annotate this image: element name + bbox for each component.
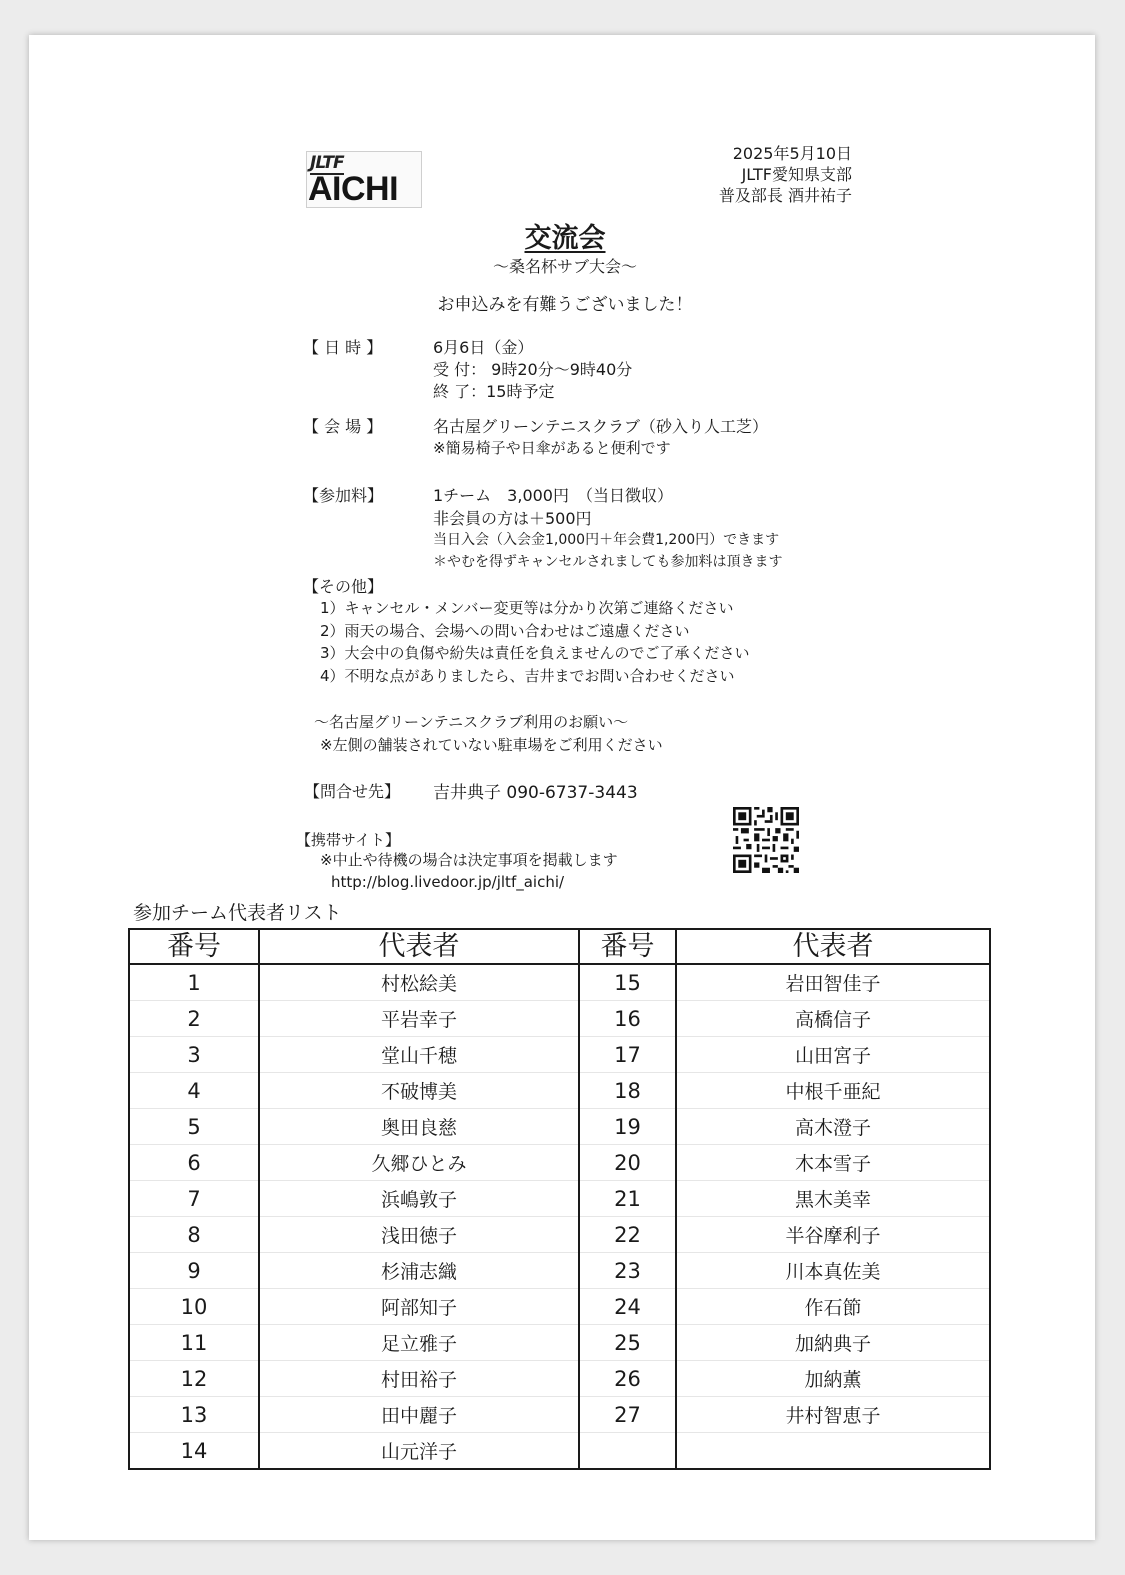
table-row xyxy=(129,1145,990,1181)
representative-name: 木本雪子 xyxy=(676,1145,990,1181)
contact-value: 吉井典子 090-6737-3443 xyxy=(433,783,638,803)
qr-code-icon xyxy=(731,807,801,873)
table-row xyxy=(129,1361,990,1397)
entry-number xyxy=(579,1433,676,1470)
representative-name: 平岩幸子 xyxy=(259,1001,579,1037)
other-label: 【その他】 xyxy=(303,577,384,596)
other-item: 3）大会中の負傷や紛失は責任を負えませんのでご了承ください xyxy=(320,644,750,662)
entry-number: 17 xyxy=(579,1037,676,1073)
header-org: JLTF愛知県支部 xyxy=(741,165,852,184)
fee-line: 1チーム 3,000円 （当日徴収） xyxy=(433,486,673,505)
representative-name: 山元洋子 xyxy=(259,1433,579,1470)
representative-name: 不破博美 xyxy=(259,1073,579,1109)
entry-number: 10 xyxy=(129,1289,259,1325)
representative-name: 村松絵美 xyxy=(259,964,579,1001)
table-row xyxy=(129,1397,990,1433)
entry-number: 19 xyxy=(579,1109,676,1145)
entry-number: 14 xyxy=(129,1433,259,1470)
mobile-site-note: ※中止や待機の場合は決定事項を掲載します xyxy=(320,851,618,869)
entry-number: 21 xyxy=(579,1181,676,1217)
datetime-line: 終 了：15時予定 xyxy=(433,382,555,401)
representative-name: 久郷ひとみ xyxy=(259,1145,579,1181)
representative-name: 足立雅子 xyxy=(259,1325,579,1361)
entry-number: 4 xyxy=(129,1073,259,1109)
representatives-table xyxy=(128,928,991,1470)
table-row xyxy=(129,1325,990,1361)
venue-note: ※簡易椅子や日傘があると便利です xyxy=(433,439,671,457)
logo-jltf-text: JLTF xyxy=(310,153,344,173)
entry-number: 20 xyxy=(579,1145,676,1181)
representative-name: 加納薫 xyxy=(676,1361,990,1397)
datetime-line: 受 付： 9時20分～9時40分 xyxy=(433,360,633,379)
entry-number: 12 xyxy=(129,1361,259,1397)
table-row xyxy=(129,1433,990,1470)
representative-name: 山田宮子 xyxy=(676,1037,990,1073)
venue-name: 名古屋グリーンテニスクラブ（砂入り人工芝） xyxy=(433,417,769,436)
entry-number: 13 xyxy=(129,1397,259,1433)
representative-name: 岩田智佳子 xyxy=(676,964,990,1001)
datetime-line: 6月6日（金） xyxy=(433,338,534,357)
entry-number: 2 xyxy=(129,1001,259,1037)
table-row xyxy=(129,1109,990,1145)
thanks-message: お申込みを有難うございました！ xyxy=(437,295,693,315)
table-body xyxy=(129,964,990,1469)
other-item: 2）雨天の場合、会場への問い合わせはご遠慮ください xyxy=(320,622,690,640)
representative-name: 加納典子 xyxy=(676,1325,990,1361)
table-row xyxy=(129,1073,990,1109)
representative-name: 作石節 xyxy=(676,1289,990,1325)
page-title xyxy=(0,216,1125,255)
representative-name: 中根千亜紀 xyxy=(676,1073,990,1109)
table-row xyxy=(129,964,990,1001)
representative-name xyxy=(676,1433,990,1470)
other-item: 1）キャンセル・メンバー変更等は分かり次第ご連絡ください xyxy=(320,599,734,617)
table-header-row xyxy=(129,929,990,964)
contact-label: 【問合せ先】 xyxy=(304,782,401,801)
entry-number: 25 xyxy=(579,1325,676,1361)
club-request-title: ～名古屋グリーンテニスクラブ利用のお願い～ xyxy=(314,713,629,731)
page-subtitle: ～桑名杯サブ大会～ xyxy=(492,257,637,276)
entry-number: 27 xyxy=(579,1397,676,1433)
table-row xyxy=(129,1181,990,1217)
fee-label: 【参加料】 xyxy=(303,486,384,505)
entry-number: 18 xyxy=(579,1073,676,1109)
entry-number: 15 xyxy=(579,964,676,1001)
representative-name: 村田裕子 xyxy=(259,1361,579,1397)
entry-number: 23 xyxy=(579,1253,676,1289)
entry-number: 8 xyxy=(129,1217,259,1253)
entry-number: 7 xyxy=(129,1181,259,1217)
representative-name: 奥田良慈 xyxy=(259,1109,579,1145)
table-row xyxy=(129,1289,990,1325)
table-row xyxy=(129,1217,990,1253)
header-date: 2025年5月10日 xyxy=(732,144,852,163)
entry-number: 3 xyxy=(129,1037,259,1073)
fee-line: ＊やむを得ずキャンセルされましても参加料は頂きます xyxy=(433,554,783,570)
column-header: 番号 xyxy=(129,929,259,964)
representative-name: 浅田徳子 xyxy=(259,1217,579,1253)
entry-number: 24 xyxy=(579,1289,676,1325)
column-header: 代表者 xyxy=(259,929,579,964)
entry-number: 22 xyxy=(579,1217,676,1253)
entry-number: 6 xyxy=(129,1145,259,1181)
table-row xyxy=(129,1001,990,1037)
page-title-text: 交流会 xyxy=(524,223,606,254)
club-request-note: ※左側の舗装されていない駐車場をご利用ください xyxy=(320,736,663,754)
entry-number: 26 xyxy=(579,1361,676,1397)
table-row xyxy=(129,1253,990,1289)
representative-name: 黒木美幸 xyxy=(676,1181,990,1217)
datetime-label: 【 日 時 】 xyxy=(303,338,383,357)
representative-name: 井村智恵子 xyxy=(676,1397,990,1433)
representative-name: 田中麗子 xyxy=(259,1397,579,1433)
other-item: 4）不明な点がありましたら、吉井までお問い合わせください xyxy=(320,667,735,685)
entry-number: 11 xyxy=(129,1325,259,1361)
table-row xyxy=(129,1037,990,1073)
logo-aichi-text: AICHI xyxy=(308,170,399,208)
representative-name: 杉浦志織 xyxy=(259,1253,579,1289)
representative-name: 半谷摩利子 xyxy=(676,1217,990,1253)
mobile-site-url[interactable]: http://blog.livedoor.jp/jltf_aichi/ xyxy=(331,873,565,891)
entry-number: 5 xyxy=(129,1109,259,1145)
representative-name: 浜嶋敦子 xyxy=(259,1181,579,1217)
representative-name: 高木澄子 xyxy=(676,1109,990,1145)
header-author: 普及部長 酒井祐子 xyxy=(718,186,852,205)
aichi-logo xyxy=(306,151,422,208)
column-header: 代表者 xyxy=(676,929,990,964)
representative-name: 高橋信子 xyxy=(676,1001,990,1037)
representative-name: 川本真佐美 xyxy=(676,1253,990,1289)
entry-number: 9 xyxy=(129,1253,259,1289)
representative-name: 堂山千穂 xyxy=(259,1037,579,1073)
list-title: 参加チーム代表者リスト xyxy=(133,902,342,924)
venue-label: 【 会 場 】 xyxy=(303,417,383,436)
fee-line: 当日入会（入会金1,000円＋年会費1,200円）できます xyxy=(433,532,780,548)
mobile-site-label: 【携帯サイト】 xyxy=(296,831,400,849)
fee-line: 非会員の方は＋500円 xyxy=(433,509,592,528)
column-header: 番号 xyxy=(579,929,676,964)
representative-name: 阿部知子 xyxy=(259,1289,579,1325)
entry-number: 16 xyxy=(579,1001,676,1037)
entry-number: 1 xyxy=(129,964,259,1001)
